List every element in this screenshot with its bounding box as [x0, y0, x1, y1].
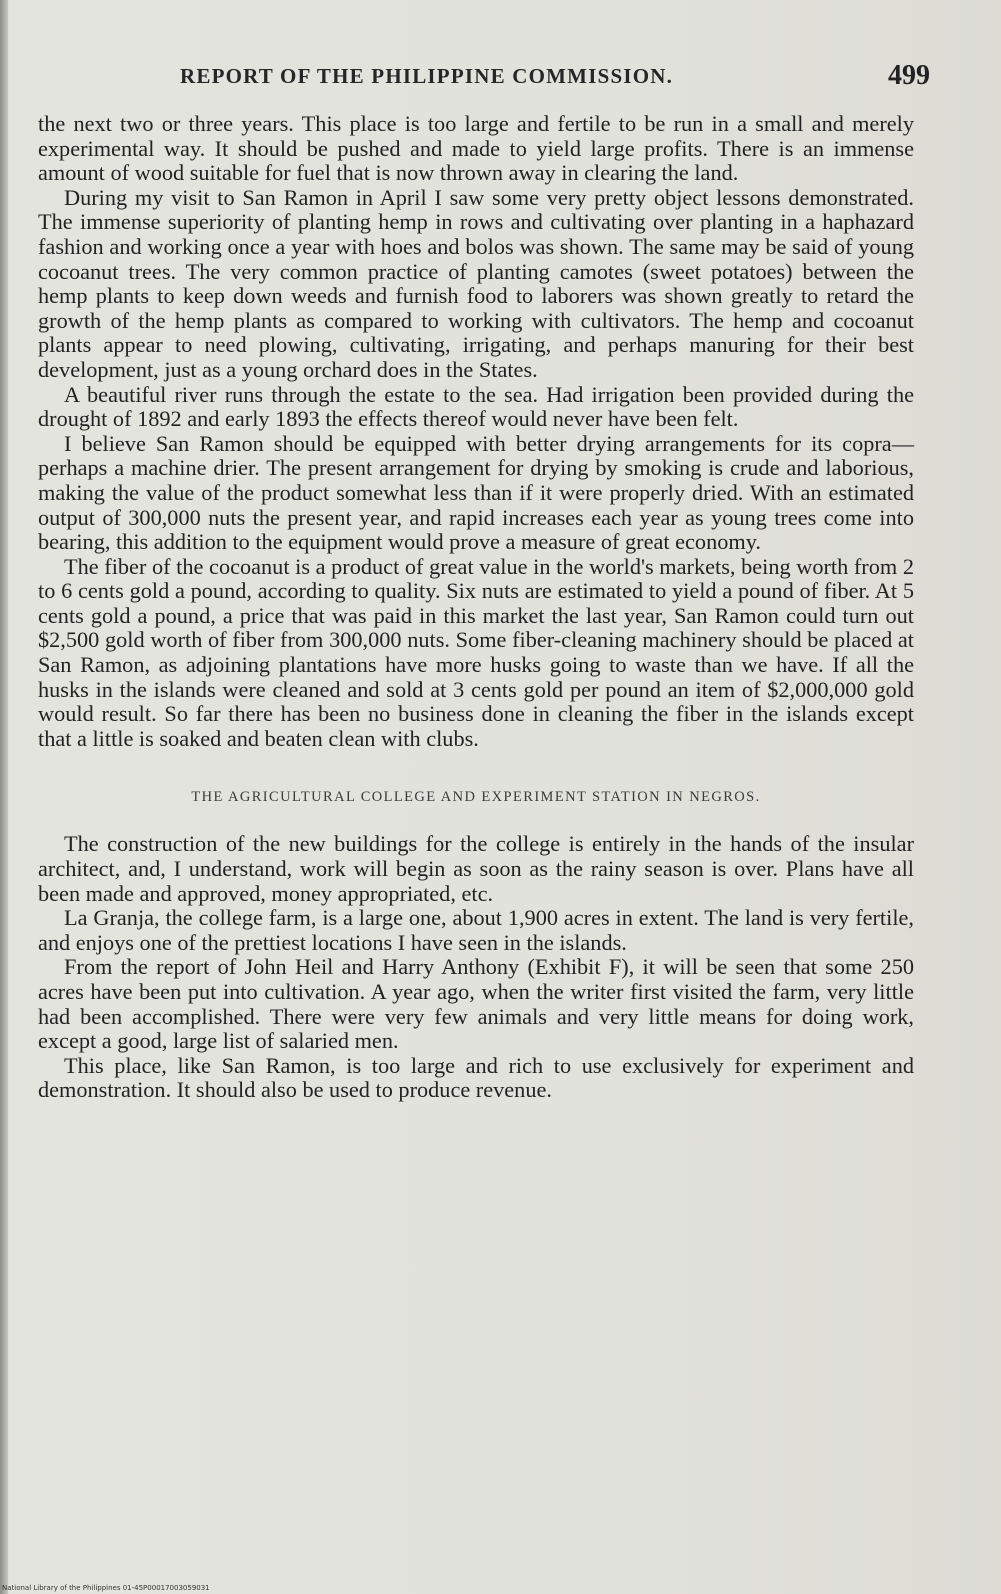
binding-edge: [0, 0, 8, 1594]
text-column: [38, 112, 914, 1103]
paragraph: I believe San Ramon should be equipped with better drying arrangements for its copra—perhaps a machine drier. The present arrangement for drying by smoking is crude and laborious, making the value of the product somewhat less than if it were properly dried. With an estimated output of 300,000 nuts the present year, and rapid increases each year as young trees come into bearing, this addition to the equipment would prove a measure of great economy.: [38, 430, 914, 555]
running-head: [40, 60, 930, 100]
paragraph: During my visit to San Ramon in April I saw some very pretty object lessons demonstrated. The immense superiority of planting hemp in rows and cultivating over planting in a haphazard fashion and working once a year with hoes and bolos was shown. The same may be said of young cocoanut trees. The very common practice of planting camotes (sweet potatoes) between the hemp plants to keep down weeds and furnish food to laborers was shown greatly to retard the growth of the hemp plants as compared to working with cultivators. The hemp and cocoanut plants appear to need plowing, cultivating, irrigating, and perhaps manuring for their best development, just as a young orchard does in the States.: [38, 184, 914, 382]
section-heading: THE AGRICULTURAL COLLEGE AND EXPERIMENT STATION IN NEGROS.: [191, 789, 761, 806]
footer-credit: National Library of the Philippines 01-45P00017003059031: [2, 1584, 210, 1592]
running-head-title: REPORT OF THE PHILIPPINE COMMISSION.: [180, 64, 674, 88]
page-number: 499: [888, 60, 930, 91]
paragraph: La Granja, the college farm, is a large one, about 1,900 acres in extent. The land is very fertile, and enjoys one of the prettiest locations I have seen in the islands.: [38, 905, 914, 955]
paragraph: the next two or three years. This place is too large and fertile to be run in a small and merely experimental way. It should be pushed and made to yield large profits. There is an immense amount of wood suitable for fuel that is now thrown away in clearing the land.: [38, 111, 914, 186]
paragraph: A beautiful river runs through the estate to the sea. Had irrigation been provided during the drought of 1892 and early 1893 the effects thereof would never have been felt.: [38, 381, 914, 432]
paragraph: From the report of John Heil and Harry Anthony (Exhibit F), it will be seen that some 250 acres have been put into cultivation. A year ago, when the writer first visited the farm, very little had been accomplished. There were very few animals and very little means for doing work, except a good, large list of salaried men.: [38, 954, 914, 1054]
paragraph: This place, like San Ramon, is too large and rich to use exclusively for experiment and demonstration. It should also be used to produce revenue.: [38, 1052, 914, 1103]
paragraph: The construction of the new buildings for the college is entirely in the hands of the insular architect, and, I understand, work will begin as soon as the rainy season is over. Plans have all been made and approved, money appropriated, etc.: [38, 831, 914, 906]
paragraph: The fiber of the cocoanut is a product of great value in the world's markets, being worth from 2 to 6 cents gold a pound, according to quality. Six nuts are estimated to yield a pound of fiber. At 5 cents gold a pound, a price that was paid in this market the last year, San Ramon could turn out $2,500 gold worth of fiber from 300,000 nuts. Some fiber-cleaning machinery should be placed at San Ramon, as adjoining plantations have more husks going to waste than we have. If all the husks in the islands were cleaned and sold at 3 cents gold per pound an item of $2,000,000 gold would result. So far there has been no business done in cleaning the fiber in the islands except that a little is soaked and beaten clean with clubs.: [38, 553, 914, 751]
